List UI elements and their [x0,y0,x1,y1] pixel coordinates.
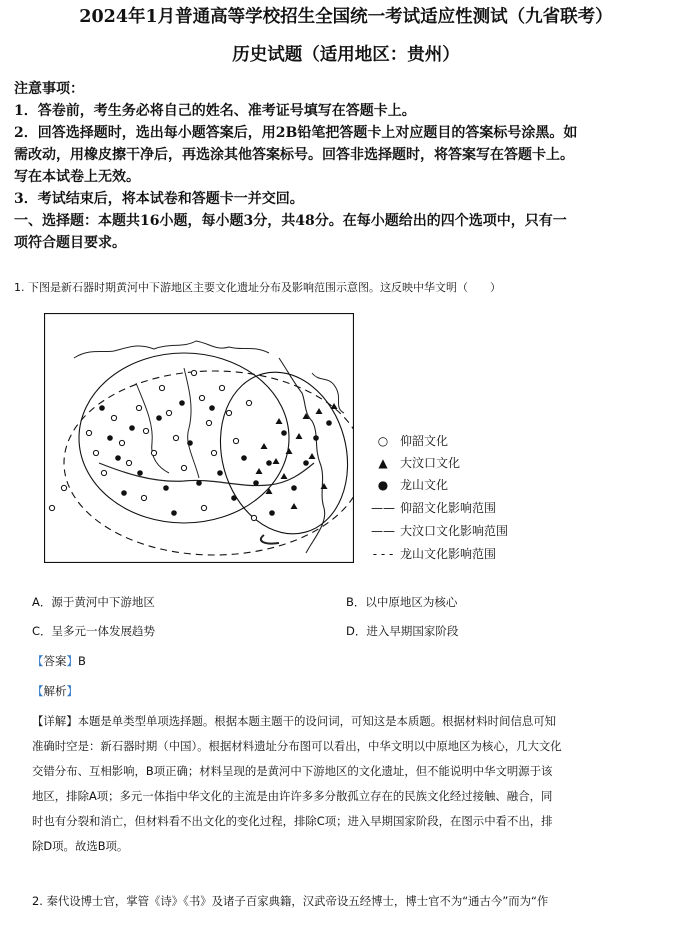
option-d: D．进入早期国家阶段 [346,624,459,638]
option-a: A．源于黄河中下游地区 [32,595,155,609]
legend-dawenkou-range: —— 大汶口文化影响范围 [366,522,508,539]
analysis-line: 【解析】 [32,684,78,698]
exam-title: 2024年1月普通高等学校招生全国统一考试适应性测试（九省联考） [79,7,613,27]
explanation-line: 交错分布、互相影响，B项正确；材料呈现的是黄河中下游地区的文化遗址，但不能说明中华文明源于该 [32,764,553,778]
question-1-stem: 1. 下图是新石器时期黄河中下游地区主要文化遗址分布及影响范围示意图。这反映中华文明（ ） [14,281,501,294]
notice-line: 项符合题目要求。 [14,235,126,251]
notice-heading: 注意事项： [14,81,84,97]
notice-block [14,78,680,254]
notice-line: 1．答卷前，考生务必将自己的姓名、准考证号填写在答题卡上。 [14,103,416,119]
explanation-line: 准确时空是：新石器时期（中国）。根据材料遗址分布图可以看出，中华文明以中原地区为核心，几大文化 [32,739,562,753]
exam-subtitle: 历史试题（适用地区：贵州） [232,45,460,65]
notice-line: 一、选择题：本题共16小题，每小题3分，共48分。在每小题给出的四个选项中，只有一 [14,213,567,229]
notice-line: 写在本试卷上无效。 [14,169,140,185]
open-circle-icon: ○ [377,434,389,448]
solid-line-icon: —— [371,501,395,515]
answer-line: 【答案】B [32,654,86,668]
explanation-line: 除D项。故选B项。 [32,839,129,853]
explanation-block [32,709,664,859]
question-2-stem: 2. 秦代设博士官，掌管《诗》《书》及诸子百家典籍，汉武帝设五经博士，博士官不为“通古今”而为“作 [32,894,549,908]
analysis-tag: 解析 [43,684,67,698]
option-c: C．呈多元一体发展趋势 [32,624,156,638]
legend-longshan: ● 龙山文化 [366,476,448,493]
legend-longshan-range: - - - 龙山文化影响范围 [366,545,496,562]
notice-line: 2．回答选择题时，选出每小题答案后，用2B铅笔把答题卡上对应题目的答案标号涂黑。如 [14,125,578,141]
legend-dawenkou: ▲ 大汶口文化 [366,454,460,471]
legend-yangshao-range: —— 仰韶文化影响范围 [366,499,496,516]
filled-circle-icon: ● [377,478,389,492]
notice-line: 需改动，用橡皮擦干净后，再选涂其他答案标号。回答非选择题时，将答案写在答题卡上。 [14,147,574,163]
answer-value: B [78,654,86,668]
explanation-line: 【详解】本题是单类型单项选择题。根据本题主题干的设问词，可知这是本质题。根据材料时间信息可知 [32,714,557,728]
legend-yangshao: ○ 仰韶文化 [366,432,448,449]
explanation-line: 时也有分裂和消亡，但材料看不出文化的变化过程，排除C项；进入早期国家阶段，在图示中看不出，排 [32,814,553,828]
option-b: B．以中原地区为核心 [346,595,458,609]
triangle-icon: ▲ [378,456,388,470]
detail-tag: 详解 [43,714,67,728]
answer-tag: 答案 [43,654,67,668]
culture-distribution-map [44,313,354,563]
solid-line-icon: —— [371,524,395,538]
dashed-line-icon: - - - [372,547,394,561]
explanation-line: 地区，排除A项；多元一体指中华文化的主流是由许许多多分散孤立存在的民族文化经过接触、融合，同 [32,789,553,803]
notice-line: 3．考试结束后，将本试卷和答题卡一并交回。 [14,191,304,207]
